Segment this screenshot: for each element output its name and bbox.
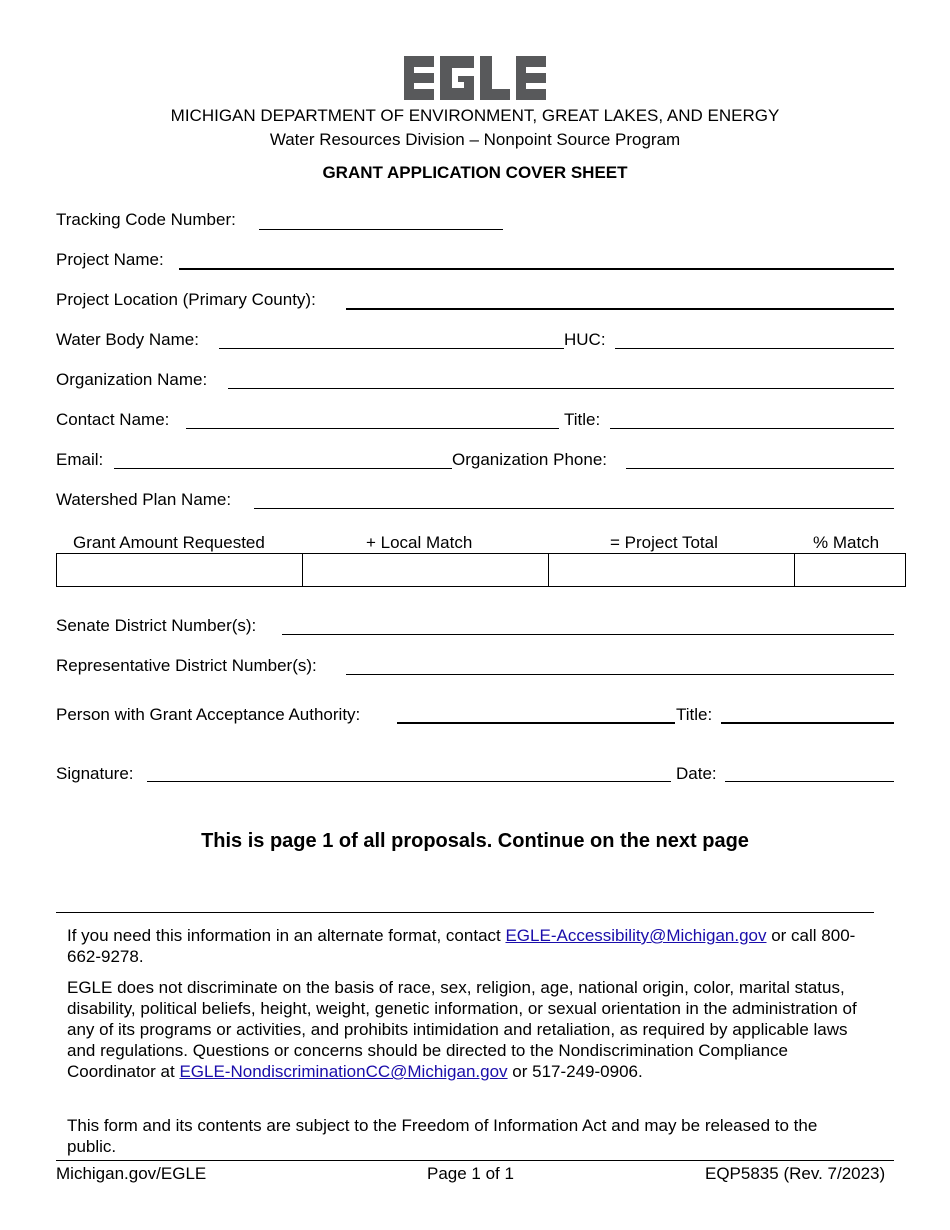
- watershed-plan-field[interactable]: [254, 508, 894, 509]
- nondiscrimination-note-suffix: or 517-249-0906.: [507, 1062, 643, 1081]
- representative-district-field[interactable]: [346, 674, 894, 675]
- egle-logo: [404, 56, 546, 100]
- huc-label: HUC:: [564, 330, 606, 349]
- senate-district-label: Senate District Number(s):: [56, 616, 257, 635]
- project-location-field[interactable]: [346, 308, 894, 310]
- organization-name-label: Organization Name:: [56, 370, 208, 389]
- signature-field[interactable]: [147, 781, 671, 782]
- organization-phone-field[interactable]: [626, 468, 894, 469]
- water-body-field[interactable]: [219, 348, 564, 349]
- signature-label: Signature:: [56, 764, 134, 783]
- contact-title-field[interactable]: [610, 428, 894, 429]
- local-match-header: + Local Match: [366, 533, 473, 552]
- project-name-field[interactable]: [179, 268, 894, 270]
- project-total-cell[interactable]: [549, 554, 795, 586]
- project-total-header: = Project Total: [610, 533, 718, 552]
- water-body-label: Water Body Name:: [56, 330, 199, 349]
- representative-district-label: Representative District Number(s):: [56, 656, 317, 675]
- footer-page-number: Page 1 of 1: [427, 1164, 514, 1183]
- grant-amount-header: Grant Amount Requested: [73, 533, 265, 552]
- contact-name-label: Contact Name:: [56, 410, 170, 429]
- project-location-label: Project Location (Primary County):: [56, 290, 316, 309]
- organization-phone-label: Organization Phone:: [452, 450, 607, 469]
- percent-match-header: % Match: [813, 533, 880, 552]
- senate-district-field[interactable]: [282, 634, 894, 635]
- email-field[interactable]: [114, 468, 452, 469]
- division-name: Water Resources Division – Nonpoint Source Program: [269, 130, 681, 149]
- project-name-label: Project Name:: [56, 250, 164, 269]
- tracking-code-label: Tracking Code Number:: [56, 210, 236, 229]
- organization-name-field[interactable]: [228, 388, 894, 389]
- date-label: Date:: [676, 764, 717, 783]
- acceptance-authority-field[interactable]: [397, 722, 675, 724]
- percent-match-cell[interactable]: [795, 554, 905, 586]
- nondiscrimination-note-prefix: EGLE does not discriminate on the basis of race, sex, religion, age, national origin, color, marital status, disability, political beliefs, height, weight, genetic information, or sexual orientation in the administration of any of its programs or activities, and prohibits intimidation and retaliation, as required by applicable laws and regulations. Questions or concerns should be directed to the Nondiscrimination Compliance Coordinator at: [67, 978, 857, 1081]
- accessibility-note-prefix: If you need this information in an alternate format, contact: [67, 926, 506, 945]
- huc-field[interactable]: [615, 348, 894, 349]
- contact-name-field[interactable]: [186, 428, 559, 429]
- accessibility-note: [67, 925, 867, 967]
- nondiscrimination-note: [67, 977, 867, 1082]
- contact-title-label: Title:: [564, 410, 601, 429]
- agency-name: MICHIGAN DEPARTMENT OF ENVIRONMENT, GREAT LAKES, AND ENERGY: [170, 106, 780, 125]
- form-title: GRANT APPLICATION COVER SHEET: [322, 163, 628, 182]
- closing-statement: This is page 1 of all proposals. Continue on the next page: [201, 830, 749, 852]
- acceptance-authority-label: Person with Grant Acceptance Authority:: [56, 705, 361, 724]
- amount-table: [56, 553, 906, 587]
- divider: [56, 912, 874, 913]
- grant-amount-cell[interactable]: [57, 554, 303, 586]
- authority-title-label: Title:: [676, 705, 713, 724]
- footer-form-number: EQP5835 (Rev. 7/2023): [705, 1164, 886, 1183]
- local-match-cell[interactable]: [303, 554, 549, 586]
- tracking-code-field[interactable]: [259, 229, 503, 230]
- footer-divider: [56, 1160, 894, 1161]
- footer-website: Michigan.gov/EGLE: [56, 1164, 207, 1183]
- nondiscrimination-email-link[interactable]: EGLE-NondiscriminationCC@Michigan.gov: [179, 1062, 508, 1081]
- email-label: Email:: [56, 450, 104, 469]
- foia-note: This form and its contents are subject to the Freedom of Information Act and may be released to the public.: [67, 1116, 818, 1156]
- accessibility-email-link[interactable]: EGLE-Accessibility@Michigan.gov: [505, 926, 767, 945]
- watershed-plan-label: Watershed Plan Name:: [56, 490, 232, 509]
- accessibility-note-suffix: or call 800-662-9278.: [67, 926, 856, 966]
- authority-title-field[interactable]: [721, 722, 894, 724]
- date-field[interactable]: [725, 781, 894, 782]
